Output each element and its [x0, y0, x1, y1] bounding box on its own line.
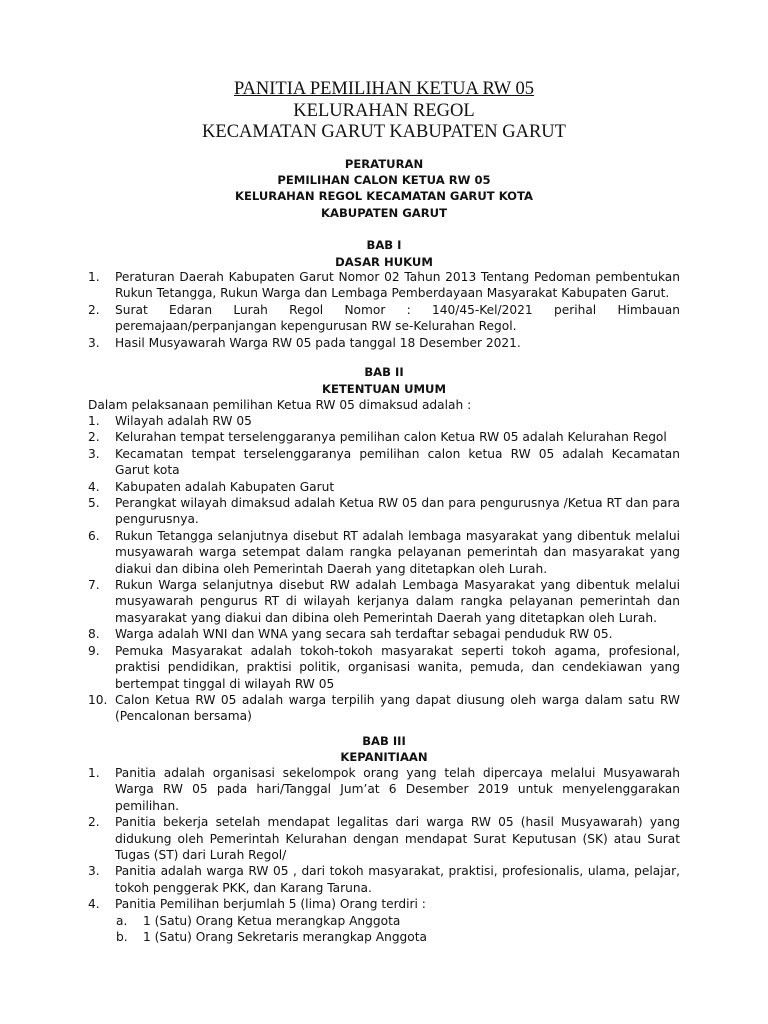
item-number: 6. [88, 528, 100, 543]
list-item [88, 896, 680, 912]
list-item [88, 302, 680, 335]
bab1-list [88, 269, 680, 351]
item-text: Calon Ketua RW 05 adalah warga terpilih yang dapat diusung oleh warga dalam satu RW (Pencalonan bersama) [115, 692, 680, 724]
item-number: 2. [88, 302, 100, 317]
item-number: 4. [88, 897, 100, 912]
item-number: 9. [88, 643, 100, 658]
item-number: 5. [88, 496, 100, 511]
item-text: Kecamatan tempat terselenggaranya pemilihan calon ketua RW 05 adalah Kecamatan Garut kota [115, 446, 680, 478]
list-item [88, 626, 680, 642]
list-item [88, 528, 680, 577]
list-item [88, 429, 680, 445]
bab3-title: BAB III [362, 734, 406, 748]
bab2-intro: Dalam pelaksanaan pemilihan Ketua RW 05 dimaksud adalah : [88, 398, 472, 412]
item-text: Panitia bekerja setelah mendapat legalitas dari warga RW 05 (hasil Musyawarah) yang didukung oleh Pemerintah Kelurahan dengan mendapat Surat Keputusan (SK) atau Surat Tugas (ST) dari Lurah Regol/ [115, 815, 680, 863]
document-subtitle-kelurahan: KELURAHAN REGOL [293, 101, 475, 121]
item-number: 2. [88, 815, 100, 830]
sub-item-letter: a. [116, 913, 128, 928]
item-number: 2. [88, 430, 100, 445]
bab2-list [88, 413, 680, 725]
item-number: 7. [88, 578, 100, 593]
list-item [88, 643, 680, 692]
list-item [88, 413, 680, 429]
list-item [88, 335, 680, 351]
list-item [88, 269, 680, 302]
list-item [88, 765, 680, 814]
item-number: 3. [88, 335, 100, 350]
item-text: Perangkat wilayah dimaksud adalah Ketua RW 05 dan para pengurusnya /Ketua RT dan para pengurusnya. [115, 496, 680, 527]
item-text: Hasil Musyawarah Warga RW 05 pada tanggal 18 Desember 2021. [115, 335, 521, 350]
item-number: 3. [88, 864, 100, 879]
bab3-list-container [88, 765, 680, 945]
list-item [88, 495, 680, 528]
item-number: 1. [88, 270, 100, 284]
bab1-title: BAB I [366, 238, 402, 252]
item-number: 1. [88, 766, 100, 780]
list-item [88, 814, 680, 863]
list-item [88, 863, 680, 896]
item-text: Panitia adalah organisasi sekelompok orang yang telah dipercaya melalui Musyawarah Warga RW 05 pada hari/Tanggal Jum’at 6 Desember 2019 untuk menyelenggarakan pemilihan. [115, 766, 680, 813]
item-text: Panitia adalah warga RW 05 , dari tokoh masyarakat, praktisi, profesionalis, ulama, pelajar, tokoh penggerak PKK, dan Karang Taruna. [115, 864, 680, 895]
peraturan-heading: PERATURAN [344, 157, 424, 171]
item-text: Wilayah adalah RW 05 [115, 414, 252, 428]
item-text: Warga adalah WNI dan WNA yang secara sah terdaftar sebagai penduduk RW 05. [115, 627, 613, 642]
item-number: 3. [88, 446, 100, 461]
document-title: PANITIA PEMILIHAN KETUA RW 05 [233, 79, 535, 99]
item-text: Rukun Warga selanjutnya disebut RW adalah Lembaga Masyarakat yang dibentuk melalui musyawarah pengurus RT di wilayah kerjanya dalam rangka pelayanan pemerintah dan masyarakat yang diakui dan dibina oleh Pemerintah Daerah yang ditetapkan oleh Lurah. [115, 578, 680, 625]
bab3-list [88, 765, 680, 913]
list-item [88, 446, 680, 479]
sub-item-text: 1 (Satu) Orang Ketua merangkap Anggota [143, 913, 401, 928]
peraturan-line-4: KABUPATEN GARUT [320, 206, 448, 220]
peraturan-line-2: PEMILIHAN CALON KETUA RW 05 [277, 173, 491, 187]
list-item [88, 479, 680, 495]
item-number: 1. [88, 414, 100, 428]
bab2-title: BAB II [364, 365, 404, 379]
sub-item-letter: b. [116, 930, 128, 945]
bab2-list-container [88, 413, 680, 725]
item-number: 8. [88, 627, 100, 642]
item-text: Pemuka Masyarakat adalah tokoh-tokoh masyarakat seperti tokoh agama, profesional, praktisi pendidikan, praktisi politik, organisasi wanita, pemuda, dan cendekiawan yang bertempat tinggal di wilayah RW 05 [115, 643, 680, 691]
item-text: Kabupaten adalah Kabupaten Garut [115, 479, 335, 494]
sub-list-item [88, 913, 680, 929]
item-text: Panitia Pemilihan berjumlah 5 (lima) Orang terdiri : [115, 897, 426, 912]
list-item [88, 692, 680, 725]
list-item [88, 577, 680, 626]
sub-item-text: 1 (Satu) Orang Sekretaris merangkap Anggota [143, 930, 427, 945]
document-subtitle-kecamatan: KECAMATAN GARUT KABUPATEN GARUT [202, 122, 566, 142]
bab1-subtitle: DASAR HUKUM [335, 255, 433, 269]
bab3-subtitle: KEPANITIAAN [340, 750, 428, 764]
bab1-list-container [88, 269, 680, 351]
item-number: 10. [88, 692, 108, 707]
item-text: Kelurahan tempat terselenggaranya pemilihan calon Ketua RW 05 adalah Kelurahan Regol [115, 430, 667, 445]
item-number: 4. [88, 479, 100, 494]
item-text: Peraturan Daerah Kabupaten Garut Nomor 02 Tahun 2013 Tentang Pedoman pembentukan Rukun Tetangga, Rukun Warga dan Lembaga Pemberdayaan Masyarakat Kabupaten Garut. [115, 270, 680, 301]
bab2-subtitle: KETENTUAN UMUM [321, 382, 446, 396]
item-text: Rukun Tetangga selanjutnya disebut RT adalah lembaga masyarakat yang dibentuk melalui musyawarah warga setempat dalam rangka pelayanan pemerintah dan masyarakat yang diakui dan dibina oleh Pemerintah Daerah yang ditetapkan oleh Lurah. [115, 528, 680, 576]
item-text: Surat Edaran Lurah Regol Nomor : 140/45-Kel/2021 perihal Himbauan peremajaan/perpanjangan kepengurusan RW se-Kelurahan Regol. [115, 302, 680, 334]
peraturan-line-3: KELURAHAN REGOL KECAMATAN GARUT KOTA [234, 189, 534, 203]
sub-list-item [88, 929, 680, 945]
